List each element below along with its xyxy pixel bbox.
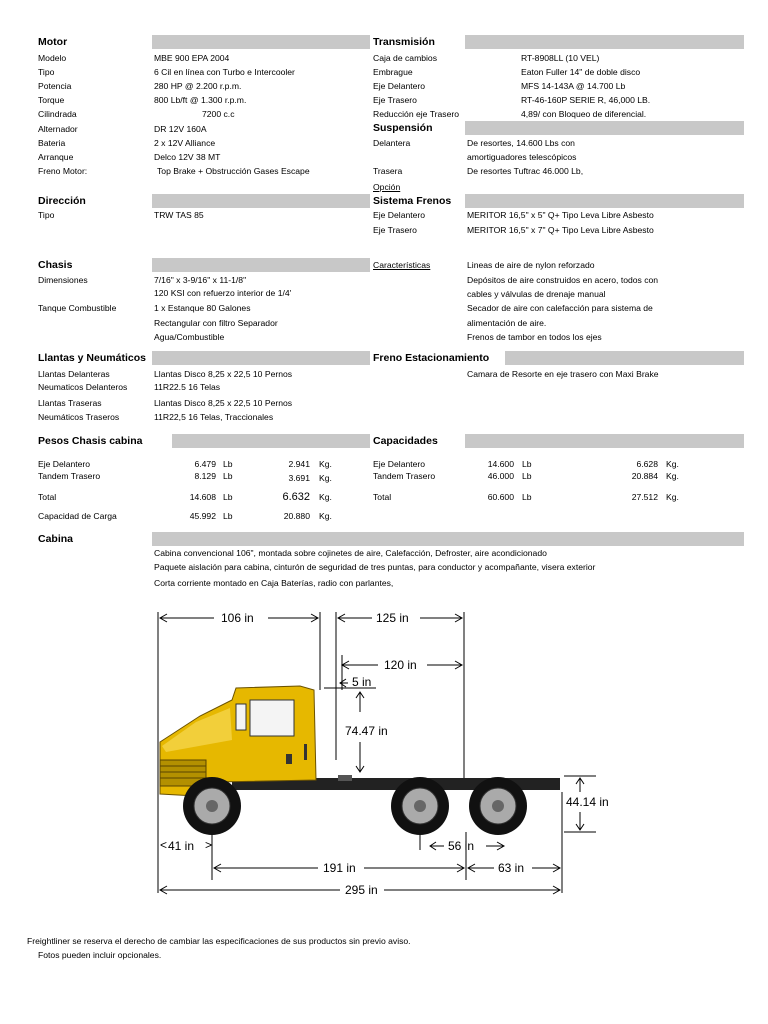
capacidades-kg: 27.512 (631, 492, 658, 502)
capacidades-lb-unit: Lb (522, 492, 532, 502)
transmision-label: Caja de cambios (373, 53, 438, 63)
capacidades-lb: 14.600 (487, 459, 514, 469)
pesos-lb: 14.608 (189, 492, 216, 502)
footer-note: Fotos pueden incluir opcionales. (38, 950, 162, 960)
frenos-label: Eje Trasero (373, 225, 417, 235)
capacidades-lb: 46.000 (487, 471, 514, 481)
pesos-label: Eje Delantero (38, 459, 91, 469)
dim-wheelbase: 191 in (323, 861, 356, 875)
motor-label: Bateria (38, 138, 66, 148)
llantas-value: Llantas Disco 8,25 x 22,5 10 Pernos (154, 398, 293, 408)
llantas-value: 11R22,5 16 Telas, Traccionales (154, 412, 274, 422)
motor-value: 7200 c.c (202, 109, 235, 119)
motor-value: 6 Cil en línea con Turbo e Intercooler (154, 67, 295, 77)
cabina-line: Cabina convencional 106", montada sobre cojinetes de aire, Calefacción, Defroster, aire acondicionado (154, 548, 547, 558)
freno-estacionamiento-value: Camara de Resorte en eje trasero con Maxi Brake (467, 369, 659, 379)
motor-label: Torque (38, 95, 65, 105)
caracteristicas-title: Características (373, 260, 431, 270)
dim-offset: 5 in (352, 675, 372, 689)
chasis-value: 120 KSI con refuerzo interior de 1/4' (154, 288, 292, 298)
pesos-lb-unit: Lb (223, 471, 233, 481)
suspension-trasera-value: De resortes Tuftrac 46.000 Lb, (467, 166, 584, 176)
capacidades-kg-unit: Kg. (666, 492, 679, 502)
motor-value: 2 x 12V Alliance (154, 138, 216, 148)
motor-label: Modelo (38, 53, 67, 63)
dim-overall: 295 in (345, 883, 378, 897)
llantas-value: Llantas Disco 8,25 x 22,5 10 Pernos (154, 369, 293, 379)
bracket-left: < (160, 838, 168, 852)
transmision-value: 4,89/ con Bloqueo de diferencial. (521, 109, 647, 119)
transmision-value: RT-8908LL (10 VEL) (521, 53, 600, 63)
dim-height: 74.47 in (345, 724, 388, 738)
capacidades-lb-unit: Lb (522, 459, 532, 469)
pesos-label: Total (38, 492, 57, 502)
llantas-value: 11R22.5 16 Telas (154, 382, 221, 392)
capacidades-lb-unit: Lb (522, 471, 532, 481)
llantas-label: Neumaticos Delanteros (38, 382, 128, 392)
llantas-label: Llantas Traseras (38, 398, 102, 408)
suspension-title: Suspensión (373, 122, 433, 134)
cabina-line: Paquete aislación para cabina, cinturón de seguridad de tres puntas, para conductor y acompañante, visera exterior (154, 562, 596, 572)
pesos-lb-unit: Lb (223, 511, 233, 521)
capacidades-label: Eje Delantero (373, 459, 426, 469)
capacidades-kg-unit: Kg. (666, 459, 679, 469)
footer-disclaimer: Freightliner se reserva el derecho de cambiar las especificaciones de sus productos sin previo aviso. (27, 936, 411, 946)
bracket-right: > (205, 838, 213, 852)
frenos-title: Sistema Frenos (373, 195, 452, 207)
capacidades-label: Total (373, 492, 392, 502)
dim-bbc: 106 in (221, 611, 254, 625)
caracteristicas-line: cables y válvulas de drenaje manual (467, 289, 606, 299)
pesos-kg: 20.880 (283, 511, 310, 521)
dim-ce: 120 in (384, 658, 417, 672)
suspension-trasera-label: Trasera (373, 166, 403, 176)
pesos-lb: 6.479 (194, 459, 216, 469)
direccion-label: Tipo (38, 210, 55, 220)
chasis-value: Rectangular con filtro Separador (154, 318, 278, 328)
dim-front-overhang: 41 in (168, 839, 195, 853)
pesos-lb: 8.129 (194, 471, 216, 481)
pesos-kg-unit: Kg. (319, 459, 332, 469)
chasis-value: 1 x Estanque 80 Galones (154, 303, 251, 313)
direccion-value: TRW TAS 85 (154, 210, 204, 220)
suspension-opcion: Opción (373, 182, 401, 192)
suspension-delantera-value: amortiguadores telescópicos (467, 152, 577, 162)
motor-label: Arranque (38, 152, 74, 162)
dim-tandem-spacing: 56 in (448, 839, 475, 853)
capacidades-label: Tandem Trasero (373, 471, 436, 481)
suspension-delantera-label: Delantera (373, 138, 411, 148)
motor-title: Motor (38, 36, 68, 48)
llantas-label: Neumáticos Traseros (38, 412, 120, 422)
pesos-kg: 6.632 (282, 491, 310, 503)
motor-value: 280 HP @ 2.200 r.p.m. (154, 81, 242, 91)
capacidades-kg: 20.884 (631, 471, 658, 481)
capacidades-title: Capacidades (373, 435, 438, 447)
caracteristicas-line: alimentación de aire. (467, 318, 547, 328)
llantas-label: Llantas Delanteras (38, 369, 110, 379)
dim-rear-overhang: 63 in (498, 861, 525, 875)
caracteristicas-line: Frenos de tambor en todos los ejes (467, 332, 602, 342)
motor-value: Delco 12V 38 MT (154, 152, 221, 162)
pesos-lb-unit: Lb (223, 492, 233, 502)
motor-value: MBE 900 EPA 2004 (154, 53, 230, 63)
chasis-value: Agua/Combustible (154, 332, 225, 342)
motor-value: Top Brake + Obstrucción Gases Escape (157, 166, 310, 176)
motor-label: Cilindrada (38, 109, 77, 119)
pesos-kg-unit: Kg. (319, 492, 332, 502)
pesos-kg-unit: Kg. (319, 511, 332, 521)
transmision-label: Embrague (373, 67, 413, 77)
capacidades-kg: 6.628 (636, 459, 658, 469)
frenos-value: MERITOR 16,5" x 5" Q+ Tipo Leva Libre Asbesto (467, 210, 654, 220)
chasis-value: 7/16" x 3-9/16" x 11-1/8" (154, 275, 247, 285)
caracteristicas-line: Lineas de aire de nylon reforzado (467, 260, 595, 270)
dim-frame-height: 44.14 in (566, 795, 609, 809)
motor-label: Alternador (38, 124, 78, 134)
pesos-kg: 2.941 (288, 459, 310, 469)
transmision-label: Reducción eje Trasero (373, 109, 459, 119)
frenos-label: Eje Delantero (373, 210, 426, 220)
transmision-value: RT-46-160P SERIE R, 46,000 LB. (521, 95, 651, 105)
dim-ca: 125 in (376, 611, 409, 625)
caracteristicas-line: Depósitos de aire construidos en acero, todos con (467, 275, 659, 285)
frenos-value: MERITOR 16,5" x 7" Q+ Tipo Leva Libre Asbesto (467, 225, 654, 235)
capacidades-lb: 60.600 (487, 492, 514, 502)
suspension-delantera-value: De resortes, 14.600 Lbs con (467, 138, 575, 148)
pesos-title: Pesos Chasis cabina (38, 435, 143, 447)
pesos-lb: 45.992 (189, 511, 216, 521)
motor-value: 800 Lb/ft @ 1.300 r.p.m. (154, 95, 247, 105)
direccion-title: Dirección (38, 195, 86, 207)
pesos-lb-unit: Lb (223, 459, 233, 469)
pesos-kg: 3.691 (288, 473, 310, 483)
capacidades-kg-unit: Kg. (666, 471, 679, 481)
pesos-label: Capacidad de Carga (38, 511, 117, 521)
freno-estacionamiento-title: Freno Estacionamiento (373, 352, 490, 364)
transmision-label: Eje Delantero (373, 81, 426, 91)
transmision-value: MFS 14-143A @ 14.700 Lb (521, 81, 626, 91)
motor-label: Potencia (38, 81, 72, 91)
pesos-kg-unit: Kg. (319, 473, 332, 483)
chasis-title: Chasis (38, 259, 73, 271)
caracteristicas-line: Secador de aire con calefacción para sistema de (467, 303, 653, 313)
transmision-value: Eaton Fuller 14" de doble disco (521, 67, 641, 77)
motor-label: Freno Motor: (38, 166, 88, 176)
chasis-label: Dimensiones (38, 275, 88, 285)
cabina-line: Corta corriente montado en Caja Baterías, radio con parlantes, (154, 578, 394, 588)
motor-label: Tipo (38, 67, 55, 77)
motor-value: DR 12V 160A (154, 124, 207, 134)
llantas-title: Llantas y Neumáticos (38, 352, 146, 364)
cabina-title: Cabina (38, 533, 74, 545)
transmision-label: Eje Trasero (373, 95, 417, 105)
pesos-label: Tandem Trasero (38, 471, 101, 481)
chasis-label: Tanque Combustible (38, 303, 117, 313)
transmision-title: Transmisión (373, 36, 435, 48)
